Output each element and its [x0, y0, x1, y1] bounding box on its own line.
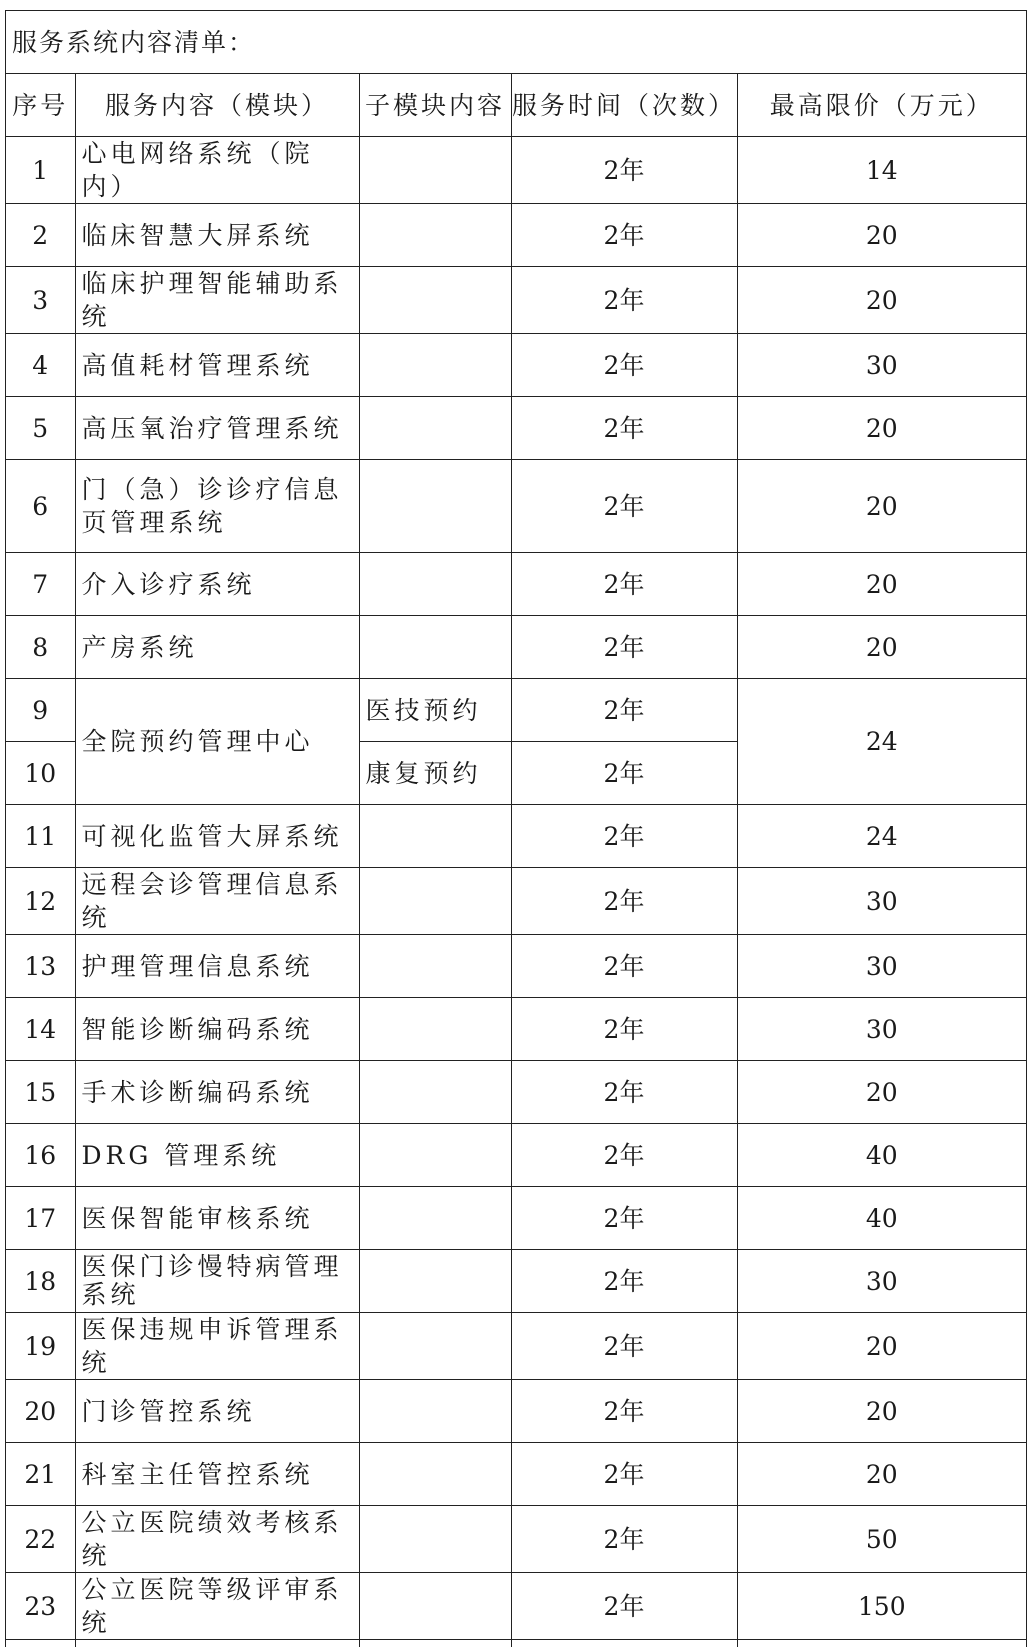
header-row	[6, 74, 1026, 137]
row-time: 2年	[511, 204, 737, 267]
row-price: 20	[737, 1061, 1026, 1124]
row-no: 5	[6, 397, 75, 460]
row-price: 30	[737, 868, 1026, 935]
row-time: 2年	[511, 1124, 737, 1187]
table-caption: 服务系统内容清单：	[6, 11, 1026, 74]
row-no: 7	[6, 553, 75, 616]
row-no: 3	[6, 267, 75, 334]
row-submodule	[359, 1061, 511, 1124]
row-service: 远程会诊管理信息系统	[75, 868, 359, 935]
row-time: 2年	[511, 1313, 737, 1380]
row-no: 10	[6, 742, 75, 805]
row-service: 医保门诊慢特病管理系统	[75, 1250, 359, 1313]
row-submodule	[359, 137, 511, 204]
row-no: 9	[6, 679, 75, 742]
table-row	[6, 553, 1026, 616]
row-price: 24	[737, 805, 1026, 868]
service-list-table	[6, 11, 1026, 1647]
row-submodule	[359, 1443, 511, 1506]
row-price: 20	[737, 267, 1026, 334]
row-time: 2年	[511, 334, 737, 397]
row-submodule: 康复预约	[359, 742, 511, 805]
row-no: 22	[6, 1506, 75, 1573]
row-price: 40	[737, 1187, 1026, 1250]
table-row	[6, 805, 1026, 868]
row-no: 19	[6, 1313, 75, 1380]
row-service: 介入诊疗系统	[75, 553, 359, 616]
table-row	[6, 460, 1026, 553]
table-row	[6, 1573, 1026, 1640]
row-service: 公立医院等级评审系统	[75, 1573, 359, 1640]
row-submodule	[359, 1506, 511, 1573]
row-service: 科室主任管控系统	[75, 1443, 359, 1506]
row-submodule	[359, 334, 511, 397]
table-row	[6, 1443, 1026, 1506]
table-row	[6, 1506, 1026, 1573]
row-time: 2年	[511, 616, 737, 679]
row-service: 心电网络系统（院内）	[75, 137, 359, 204]
caption-row	[6, 11, 1026, 74]
row-service: 门诊管控系统	[75, 1380, 359, 1443]
table-row	[6, 397, 1026, 460]
row-submodule	[359, 204, 511, 267]
row-submodule	[359, 460, 511, 553]
row-service: 可视化监管大屏系统	[75, 805, 359, 868]
row-price: 20	[737, 553, 1026, 616]
table-row	[6, 998, 1026, 1061]
row-time: 2年	[511, 397, 737, 460]
row-submodule	[359, 998, 511, 1061]
table-row	[6, 868, 1026, 935]
table-row	[6, 679, 1026, 742]
table-row	[6, 1124, 1026, 1187]
table-row	[6, 334, 1026, 397]
row-no: 4	[6, 334, 75, 397]
row-no: 12	[6, 868, 75, 935]
row-submodule	[359, 616, 511, 679]
header-service: 服务内容（模块）	[75, 74, 359, 137]
table-row	[6, 137, 1026, 204]
row-time: 2年	[511, 935, 737, 998]
row-price: 20	[737, 616, 1026, 679]
row-submodule	[359, 1573, 511, 1640]
row-price: 20	[737, 204, 1026, 267]
row-time: 2年	[511, 553, 737, 616]
row-price: 20	[737, 460, 1026, 553]
row-time: 2年	[511, 267, 737, 334]
row-service: 高压氧治疗管理系统	[75, 397, 359, 460]
row-submodule	[359, 267, 511, 334]
row-price: 40	[737, 1124, 1026, 1187]
row-service: 临床智慧大屏系统	[75, 204, 359, 267]
table-row	[6, 935, 1026, 998]
row-submodule	[359, 1313, 511, 1380]
row-service: 门（急）诊诊疗信息页管理系统	[75, 460, 359, 553]
row-time: 2年	[511, 998, 737, 1061]
table-row	[6, 267, 1026, 334]
row-submodule	[359, 868, 511, 935]
row-no: 14	[6, 998, 75, 1061]
row-time: 2年	[511, 137, 737, 204]
row-service: 产房系统	[75, 616, 359, 679]
table-row	[6, 1250, 1026, 1313]
row-submodule	[359, 1187, 511, 1250]
row-service: 高值耗材管理系统	[75, 334, 359, 397]
table-row	[6, 1061, 1026, 1124]
row-service: 护理管理信息系统	[75, 935, 359, 998]
row-time: 2年	[511, 742, 737, 805]
header-no: 序号	[6, 74, 75, 137]
row-time: 2年	[511, 805, 737, 868]
table-row	[6, 1313, 1026, 1380]
row-price: 30	[737, 935, 1026, 998]
row-service: 医保违规申诉管理系统	[75, 1313, 359, 1380]
row-time: 2年	[511, 1380, 737, 1443]
row-time: 2年	[511, 1250, 737, 1313]
row-price: 20	[737, 1380, 1026, 1443]
row-no: 20	[6, 1380, 75, 1443]
row-service: 智能诊断编码系统	[75, 998, 359, 1061]
row-no: 17	[6, 1187, 75, 1250]
row-price: 150	[737, 1573, 1026, 1640]
table-row	[6, 204, 1026, 267]
row-submodule	[359, 553, 511, 616]
row-time: 2年	[511, 460, 737, 553]
row-no: 8	[6, 616, 75, 679]
row-time: 2年	[511, 679, 737, 742]
row-no: 21	[6, 1443, 75, 1506]
row-service: 手术诊断编码系统	[75, 1061, 359, 1124]
service-list-table-frame	[5, 10, 1027, 1647]
row-time: 2年	[511, 1187, 737, 1250]
row-service: 医保智能审核系统	[75, 1187, 359, 1250]
row-service-merged: 全院预约管理中心	[75, 679, 359, 805]
row-submodule	[359, 1380, 511, 1443]
row-submodule	[359, 1250, 511, 1313]
row-submodule	[359, 397, 511, 460]
row-price: 30	[737, 1250, 1026, 1313]
row-service: 临床护理智能辅助系统	[75, 267, 359, 334]
row-price: 14	[737, 137, 1026, 204]
row-no: 18	[6, 1250, 75, 1313]
row-time: 2年	[511, 1573, 737, 1640]
row-submodule	[359, 805, 511, 868]
row-time: 2年	[511, 1506, 737, 1573]
table-row	[6, 1187, 1026, 1250]
row-price: 50	[737, 1506, 1026, 1573]
row-submodule: 医技预约	[359, 679, 511, 742]
row-service: 公立医院绩效考核系统	[75, 1506, 359, 1573]
row-price: 20	[737, 1313, 1026, 1380]
row-price: 20	[737, 1443, 1026, 1506]
row-time: 2年	[511, 1061, 737, 1124]
table-row	[6, 616, 1026, 679]
row-no: 2	[6, 204, 75, 267]
row-no: 23	[6, 1573, 75, 1640]
row-no: 11	[6, 805, 75, 868]
header-time: 服务时间（次数）	[511, 74, 737, 137]
row-no: 1	[6, 137, 75, 204]
row-price: 20	[737, 397, 1026, 460]
row-no: 6	[6, 460, 75, 553]
row-price: 30	[737, 334, 1026, 397]
row-price-merged: 24	[737, 679, 1026, 805]
header-submodule: 子模块内容	[359, 74, 511, 137]
row-time: 2年	[511, 1443, 737, 1506]
row-no: 16	[6, 1124, 75, 1187]
row-price: 30	[737, 998, 1026, 1061]
table-row-continuation	[6, 1640, 1026, 1647]
row-no: 15	[6, 1061, 75, 1124]
row-time: 2年	[511, 868, 737, 935]
header-price: 最高限价（万元）	[737, 74, 1026, 137]
table-row	[6, 1380, 1026, 1443]
row-no: 13	[6, 935, 75, 998]
row-service: DRG 管理系统	[75, 1124, 359, 1187]
row-submodule	[359, 935, 511, 998]
row-submodule	[359, 1124, 511, 1187]
